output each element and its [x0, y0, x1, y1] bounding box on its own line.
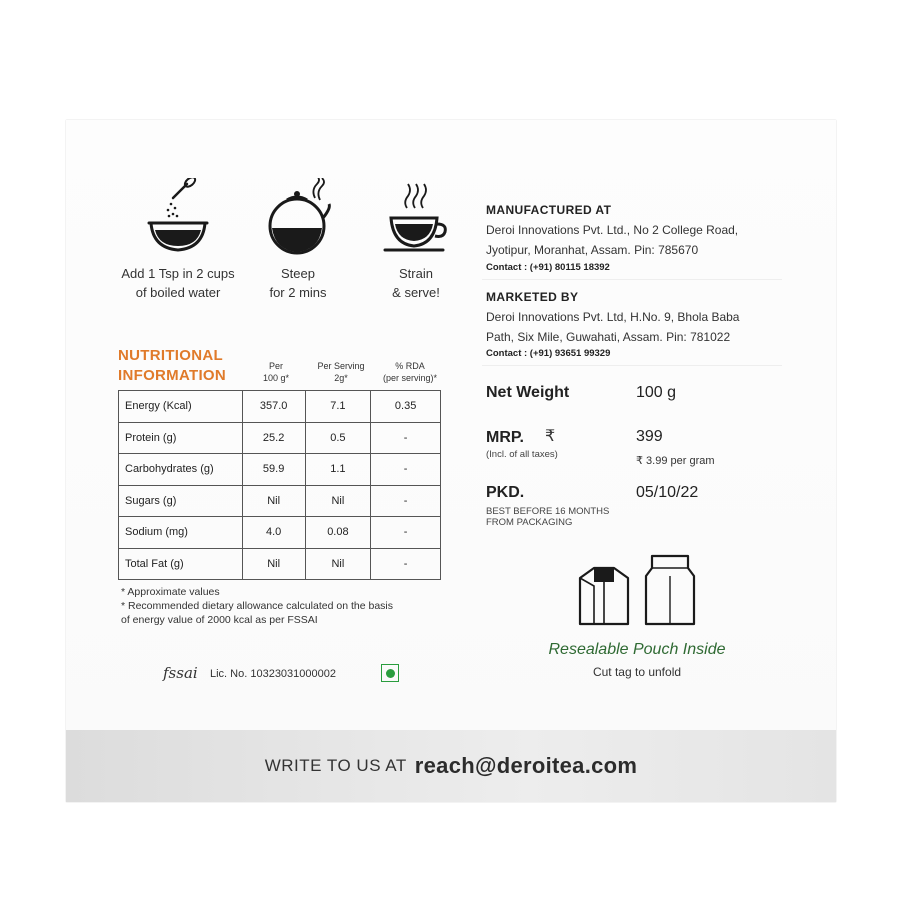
step-add-line2: of boiled water: [135, 285, 221, 300]
nutrition-table: [118, 390, 441, 580]
divider: [482, 279, 782, 280]
mrp-value: 399: [636, 428, 663, 445]
table-row: [119, 422, 441, 454]
table-row: [119, 391, 441, 423]
header-rda-line1: % RDA: [395, 361, 425, 371]
mrp-note: (Incl. of all taxes): [486, 449, 558, 460]
table-row: [119, 454, 441, 486]
value-rda: -: [371, 548, 441, 580]
marketed-line1: Deroi Innovations Pvt. Ltd, H.No. 9, Bhola Baba: [486, 310, 740, 324]
value-per-serving: 1.1: [305, 454, 371, 486]
step-strain: [356, 178, 476, 302]
footer-email[interactable]: reach@deroitea.com: [414, 753, 638, 778]
nutrient-name: Energy (Kcal): [119, 391, 243, 423]
value-per-100g: 25.2: [242, 422, 305, 454]
table-row: [119, 485, 441, 517]
rupee-icon: ₹: [545, 428, 556, 445]
step-add-line1: Add 1 Tsp in 2 cups: [121, 266, 235, 281]
value-per-100g: Nil: [242, 485, 305, 517]
marketed-address: [486, 307, 786, 347]
value-per-serving: Nil: [305, 548, 371, 580]
nutrient-name: Sugars (g): [119, 485, 243, 517]
manufactured-heading: MANUFACTURED AT: [486, 203, 612, 217]
step-strain-line2: & serve!: [392, 285, 440, 300]
header-rda-line2: (per serving)*: [382, 373, 438, 383]
manufactured-contact: Contact : (+91) 80115 18392: [486, 262, 610, 273]
value-rda: -: [371, 454, 441, 486]
spoon-bowl-icon: [143, 178, 213, 258]
pkd-value: 05/10/22: [636, 484, 699, 501]
value-per-100g: 357.0: [242, 391, 305, 423]
folded-pouch-icon: [574, 566, 634, 628]
resealable-subtitle: Cut tag to unfold: [592, 665, 682, 679]
note-rda-cont: of energy value of 2000 kcal as per FSSAI: [121, 614, 318, 626]
price-per-gram: ₹ 3.99 per gram: [636, 455, 715, 467]
step-steep-line1: Steep: [281, 266, 315, 281]
header-per-serving-line1: Per Serving: [317, 361, 365, 371]
header-per-100g-line2: 100 g*: [262, 373, 290, 383]
step-strain-line1: Strain: [399, 266, 433, 281]
nutrient-name: Sodium (mg): [119, 517, 243, 549]
manufactured-line1: Deroi Innovations Pvt. Ltd., No 2 College Road,: [486, 223, 739, 237]
marketed-line2: Path, Six Mile, Guwahati, Assam. Pin: 781022: [486, 330, 731, 344]
value-rda: -: [371, 485, 441, 517]
net-weight-value: 100 g: [636, 384, 677, 401]
best-before-line2: FROM PACKAGING: [486, 517, 573, 528]
value-per-serving: Nil: [305, 485, 371, 517]
nutrient-name: Carbohydrates (g): [119, 454, 243, 486]
net-weight-label: Net Weight: [486, 384, 570, 401]
fssai-logo: fssai: [163, 664, 198, 682]
value-per-100g: 4.0: [242, 517, 305, 549]
header-per-serving-line2: 2g*: [334, 373, 348, 383]
manufactured-line2: Jyotipur, Moranhat, Assam. Pin: 785670: [486, 243, 699, 257]
value-per-serving: 0.08: [305, 517, 371, 549]
header-per-100g-line1: Per: [268, 361, 283, 371]
header-per-100g: [248, 360, 304, 384]
resealable-title: Resealable Pouch Inside: [548, 641, 726, 658]
nutrition-title: [118, 346, 226, 386]
nutrition-title-line1: NUTRITIONAL: [118, 347, 223, 364]
mrp-label: MRP.: [486, 429, 524, 446]
nutrient-name: Total Fat (g): [119, 548, 243, 580]
note-approximate: * Approximate values: [121, 586, 220, 598]
footer-prefix: WRITE TO US AT: [264, 756, 407, 775]
value-rda: -: [371, 517, 441, 549]
value-per-100g: 59.9: [242, 454, 305, 486]
marketed-contact: Contact : (+91) 93651 99329: [486, 348, 611, 359]
nutrition-notes: [121, 585, 393, 627]
open-pouch-icon: [642, 552, 698, 628]
header-per-serving: [306, 360, 376, 384]
divider: [482, 365, 782, 366]
step-steep: [238, 178, 358, 302]
marketed-heading: MARKETED BY: [486, 290, 579, 304]
teacup-icon: [381, 178, 451, 258]
manufactured-address: [486, 220, 786, 260]
best-before: [486, 506, 609, 528]
nutrient-name: Protein (g): [119, 422, 243, 454]
footer-band: [66, 730, 836, 802]
value-per-serving: 7.1: [305, 391, 371, 423]
value-per-serving: 0.5: [305, 422, 371, 454]
note-rda: * Recommended dietary allowance calculated on the basis: [121, 600, 393, 612]
step-steep-line2: for 2 mins: [269, 285, 327, 300]
value-per-100g: Nil: [242, 548, 305, 580]
value-rda: 0.35: [371, 391, 441, 423]
veg-symbol-icon: [381, 664, 399, 682]
step-add: [108, 178, 248, 302]
license-number: Lic. No. 10323031000002: [210, 668, 336, 680]
value-rda: -: [371, 422, 441, 454]
best-before-line1: BEST BEFORE 16 MONTHS: [486, 506, 610, 517]
teapot-icon: [263, 178, 333, 258]
nutrition-title-line2: INFORMATION: [118, 367, 227, 384]
table-row: [119, 517, 441, 549]
header-rda: [372, 360, 448, 384]
pkd-label: PKD.: [486, 484, 525, 501]
table-row: [119, 548, 441, 580]
